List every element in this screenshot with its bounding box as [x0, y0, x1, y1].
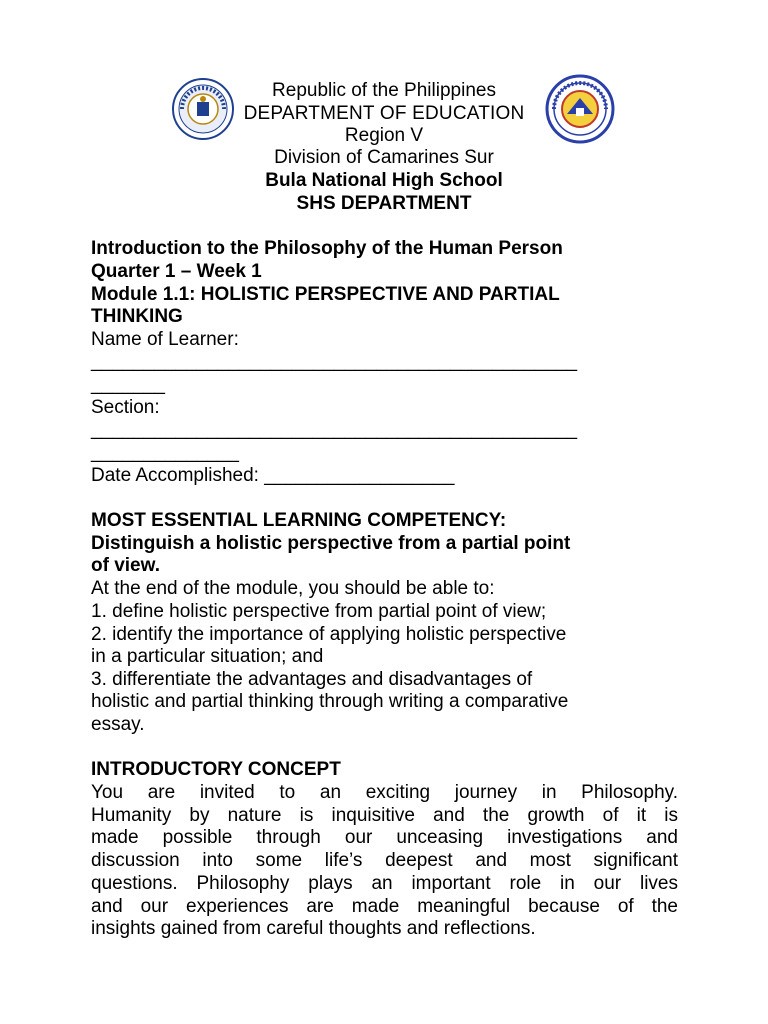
quarter-week: Quarter 1 – Week 1	[91, 261, 262, 282]
objective-1: 1. define holistic perspective from partial point of view;	[91, 601, 547, 622]
learner-name-field-cont[interactable]: _______	[91, 374, 165, 395]
school-name: Bula National High School	[265, 170, 503, 191]
date-accomplished-field[interactable]: Date Accomplished: __________________	[91, 465, 455, 486]
introductory-heading: INTRODUCTORY CONCEPT	[91, 759, 341, 780]
section-field[interactable]: ______________________________________________	[91, 419, 578, 440]
section-label: Section:	[91, 397, 160, 418]
section-field-cont[interactable]: ______________	[91, 442, 239, 463]
competency-heading: MOST ESSENTIAL LEARNING COMPETENCY:	[91, 510, 507, 531]
paragraph-line: You are invited to an exciting journey in Philosophy.	[91, 782, 678, 803]
objective-3-line2: holistic and partial thinking through writing a comparative	[91, 691, 569, 712]
objective-3-line3: essay.	[91, 714, 145, 735]
division-line: Division of Camarines Sur	[274, 147, 494, 168]
paragraph-line: and our experiences are made meaningful because of the	[91, 895, 678, 917]
objective-2-line1: 2. identify the importance of applying holistic perspective	[91, 624, 567, 645]
paragraph-line: insights gained from careful thoughts and reflections.	[91, 918, 536, 940]
paragraph-line: discussion into some life’s deepest and most significant	[91, 850, 678, 872]
learner-name-field[interactable]: ______________________________________________	[91, 351, 578, 372]
module-title-line1: Module 1.1: HOLISTIC PERSPECTIVE AND PARTIAL	[91, 284, 560, 305]
paragraph-line: Humanity by nature is inquisitive and the growth of it is	[91, 804, 678, 826]
subject-title: Introduction to the Philosophy of the Human Person	[91, 238, 563, 259]
competency-statement-line2: of view.	[91, 555, 160, 576]
country-line: Republic of the Philippines	[272, 80, 496, 101]
department-line: DEPARTMENT OF EDUCATION	[243, 103, 525, 124]
introductory-paragraph	[91, 782, 678, 941]
shs-department: SHS DEPARTMENT	[296, 193, 472, 214]
learner-name-label: Name of Learner:	[91, 329, 239, 350]
objective-2-line2: in a particular situation; and	[91, 646, 324, 667]
objectives-intro: At the end of the module, you should be able to:	[91, 578, 495, 599]
paragraph-line: questions. Philosophy plays an important role in our lives	[91, 872, 678, 894]
module-title-line2: THINKING	[91, 306, 183, 327]
competency-statement-line1: Distinguish a holistic perspective from a partial point	[91, 533, 571, 554]
region-line: Region V	[344, 125, 424, 146]
objective-3-line1: 3. differentiate the advantages and disadvantages of	[91, 669, 533, 690]
paragraph-line: made possible through our unceasing investigations and	[91, 827, 678, 849]
